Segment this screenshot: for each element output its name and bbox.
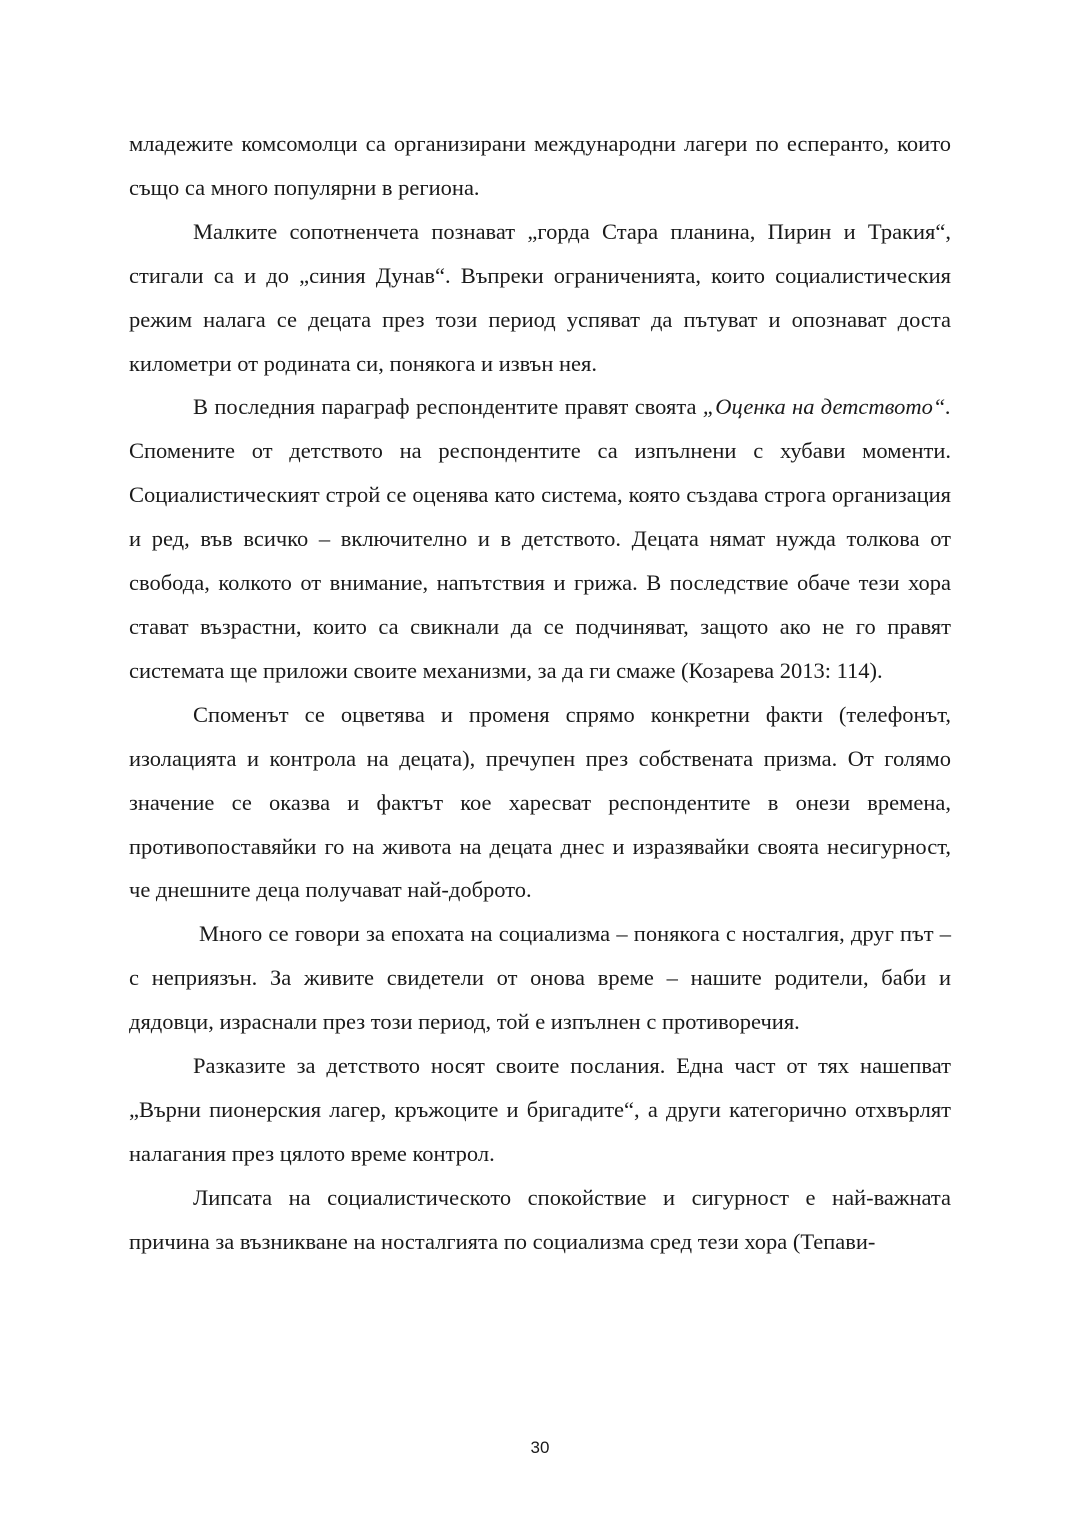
paragraph-4: Споменът се оцветява и променя спрямо конкретни факти (телефонът, изолацията и контрола на децата), пречупен през собствената призма. От голямо значение се оказва и фактът кое харесват респондентите в онези времена, противопоставяйки го на живота на децата днес и изразявайки своята несигурност, че днешните деца получават най-доброто. <box>129 701 951 903</box>
paragraph-7: Липсата на социалистическото спокойствие и сигурност е най-важната причина за възникване на носталгията по социализма сред тези хора (Тепави- <box>129 1184 951 1254</box>
paragraph-5: Много се говори за епохата на социализма – понякога с носталгия, друг път – с неприязън. За живите свидетели от онова време – нашите родители, баби и дядовци, израснали през този период, той е изпълнен с противоречия. <box>129 921 951 1035</box>
body-text <box>129 122 951 1264</box>
paragraph-2: Малките сопотненчета познават „горда Стара планина, Пирин и Тракия“, стигали са и до „синия Дунав“. Въпреки ограниченията, които социалистическия режим налага се децата през този период успяват да пътуват и опознават доста километри от родината си, понякога и извън нея. <box>129 218 951 376</box>
paragraph-3 <box>129 385 951 692</box>
italic-section-title: „Оценка на детството“. <box>702 394 951 420</box>
paragraph-3-rest: Спомените от детството на респондентите са изпълнени с хубави моменти. Социалистическият строй се оценява като система, която създава строга организация и ред, във всичко – включително и в детството. Децата нямат нужда толкова от свобода, колкото от внимание, напътствия и грижа. В последствие обаче тези хора стават възрастни, които са свикнали да се подчиняват, защото ако не го правят системата ще приложи своите механизми, за да ги смаже (Козарева 2013: 114). <box>129 438 951 683</box>
paragraph-3-start: В последния параграф респондентите правят своята <box>193 394 703 420</box>
paragraph-1: младежите комсомолци са организирани международни лагери по есперанто, които също са много популярни в региона. <box>129 131 951 200</box>
page-number: 30 <box>530 1438 550 1457</box>
paragraph-6: Разказите за детството носят своите послания. Една част от тях нашепват „Върни пионерския лагер, кръжоците и бригадите“, а други категорично отхвърлят налагания през цялото време контрол. <box>129 1053 951 1166</box>
